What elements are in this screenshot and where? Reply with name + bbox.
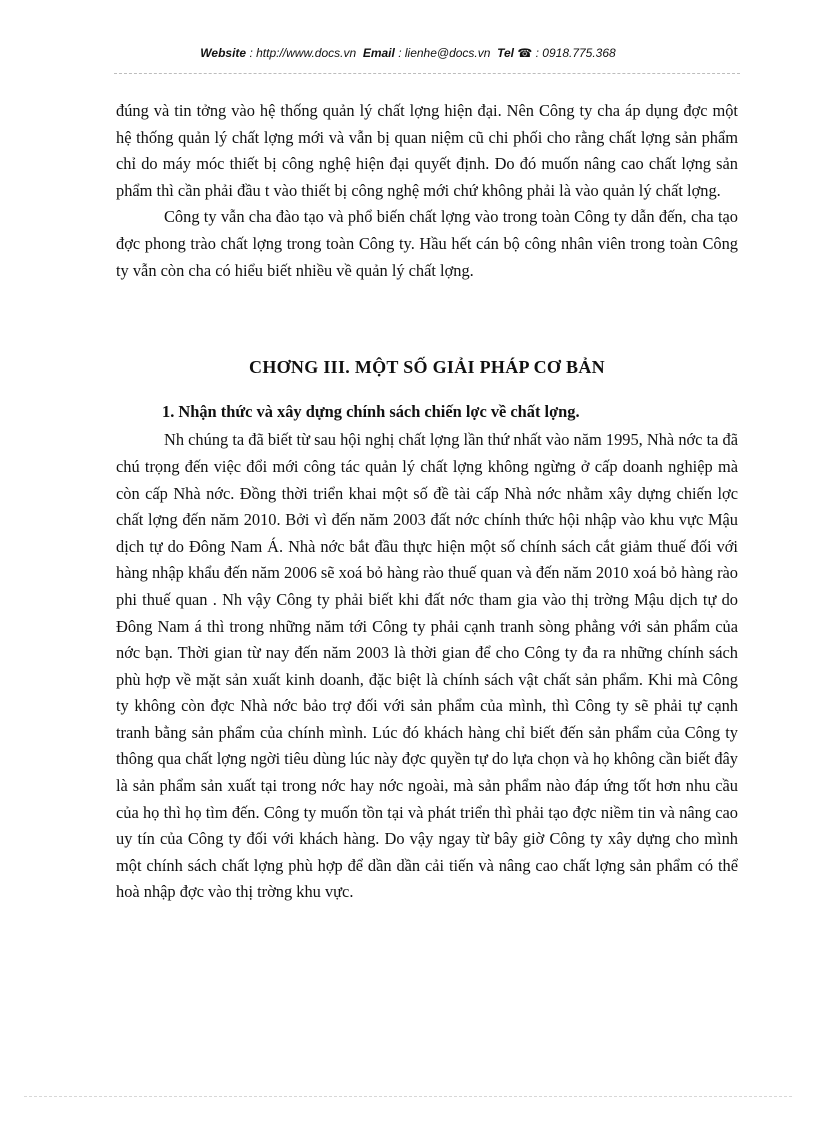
chapter-title: CHƠNG III. MỘT SỐ GIẢI PHÁP CƠ BẢN	[249, 357, 605, 378]
email-label: Email	[362, 46, 395, 60]
section-heading: 1. Nhận thức và xây dựng chính sách chiến lợc về chất lợng.	[162, 401, 580, 421]
website-value[interactable]: : http://www.docs.vn	[249, 46, 357, 60]
email-value[interactable]: : lienhe@docs.vn	[398, 46, 491, 60]
header-divider	[114, 73, 740, 74]
page-header	[0, 46, 816, 60]
tel-value: : 0918.775.368	[535, 46, 616, 60]
footer-divider	[24, 1096, 792, 1097]
website-label: Website	[200, 46, 247, 60]
document-body	[116, 98, 738, 906]
paragraph-3: Nh chúng ta đã biết từ sau hội nghị chất lợng lần thứ nhất vào năm 1995, Nhà nớc ta đã chú trọng đến việc đổi mới công tác quản lý chất lợng không ngừng ở cấp doanh nghiệp mà còn cấp Nhà nớc. Đồng thời triển khai một số đề tài cấp Nhà nớc nhằm xây dựng chiến lợc chất lợng đến năm 2010. Bởi vì đến năm 2003 đất nớc chính thức hội nhập vào khu vực Mậu dịch tự do Đông Nam Á. Nhà nớc bắt đầu thực hiện một số chính sách cắt giảm thuế đối với hàng nhập khẩu đến năm 2006 sẽ xoá bỏ hàng rào thuế quan và đến năm 2010 xoá bỏ hàng rào phi thuế quan . Nh vậy Công ty phải biết khi đất nớc tham gia vào thị trờng Mậu dịch tự do Đông Nam á thì trong những năm tới Công ty phải cạnh tranh sòng phẳng với sản phẩm của nớc bạn. Thời gian từ nay đến năm 2003 là thời gian để cho Công ty đa ra những chính sách phù hợp về mặt sản xuất kinh doanh, đặc biệt là chính sách vật chất sản phẩm. Khi mà Công ty không còn đợc Nhà nớc bảo trợ đối với sản phẩm của mình, thì Công ty sẽ phải tự cạnh tranh bằng sản phẩm của chính mình. Lúc đó khách hàng chỉ biết đến sản phẩm của Công ty thông qua chất lợng ngời tiêu dùng lúc này đợc quyền tự do lựa chọn và họ không cần biết đây là sản phẩm sản xuất tại trong nớc hay nớc ngoài, mà sản phẩm nào đáp ứng tốt hơn nhu cầu của họ thì họ tìm đến. Công ty muốn tồn tại và phát triển thì phải tạo đợc niềm tin và nâng cao uy tín của Công ty đối với khách hàng. Do vậy ngay từ bây giờ Công ty xây dựng cho mình một chính sách chất lợng phù hợp để dần dần cải tiến và nâng cao chất lợng sản phẩm có thể hoà nhập đợc vào thị trờng khu vực.	[116, 430, 738, 902]
paragraph-2: Công ty vẫn cha đào tạo và phổ biến chất lợng vào trong toàn Công ty dẫn đến, cha tạo đợc phong trào chất lợng trong toàn Công ty. Hầu hết cán bộ công nhân viên trong toàn Công ty vẫn còn cha có hiểu biết nhiều về quản lý chất lợng.	[116, 207, 738, 280]
paragraph-1: đúng và tin tởng vào hệ thống quản lý chất lợng hiện đại. Nên Công ty cha áp dụng đợc một hệ thống quản lý chất lợng mới và vẫn bị quan niệm cũ chi phối cho rằng chất lợng sản phẩm chỉ do máy móc thiết bị công nghệ hiện đại quyết định. Do đó muốn nâng cao chất lợng sản phẩm thì cần phải đầu t vào thiết bị công nghệ mới chứ không phải là vào quản lý chất lợng.	[116, 101, 738, 200]
tel-label: Tel ☎	[497, 46, 533, 60]
